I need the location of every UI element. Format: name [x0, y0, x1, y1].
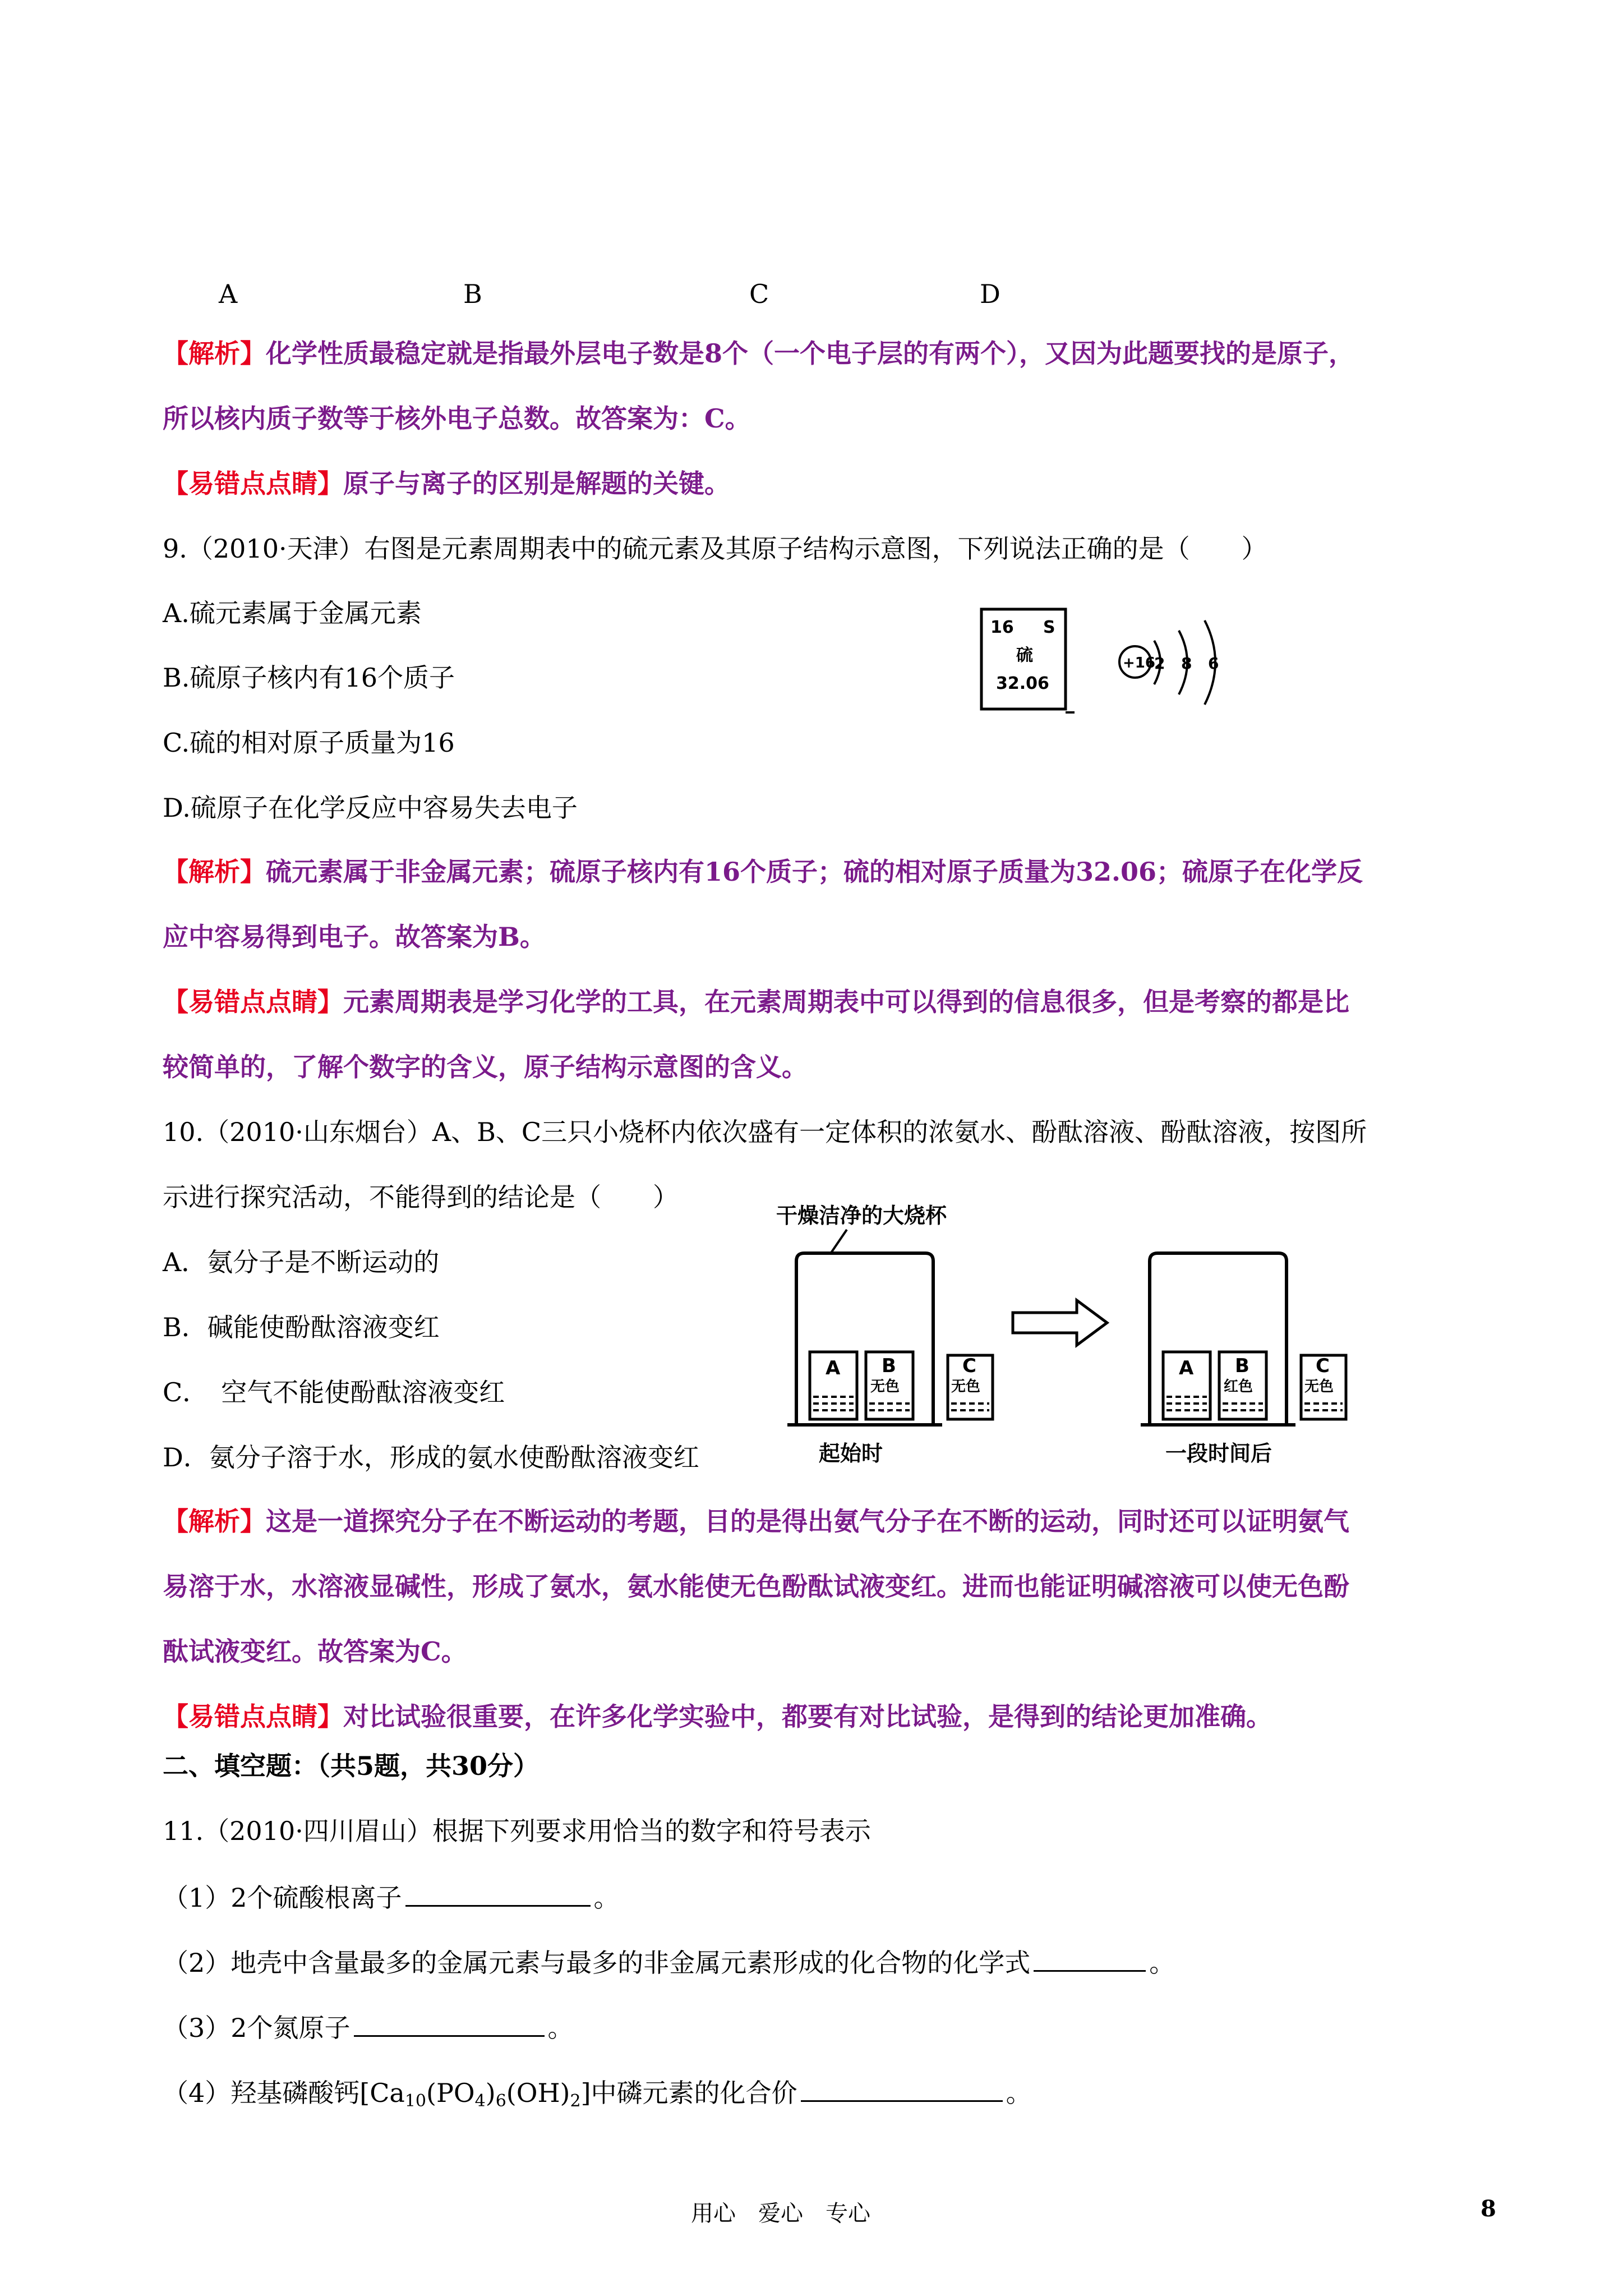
q10-option-d: D．氨分子溶于水，形成的氨水使酚酞溶液变红 — [163, 1442, 699, 1473]
svg-text:红色: 红色 — [1224, 1378, 1253, 1395]
beaker-a-start — [810, 1352, 857, 1419]
svg-text:A: A — [1179, 1357, 1194, 1379]
q9-tip-line2: 较简单的，了解个数字的含义，原子结构示意图的含义。 — [163, 1052, 808, 1082]
tip-label: 【易错点点睛】 — [163, 987, 343, 1017]
shell-electrons-1: 2 — [1154, 654, 1165, 673]
q10-analysis-line2: 易溶于水，水溶液显碱性，形成了氨水，氨水能使无色酚酞试液变红。进而也能证明碱溶液可以使无色酚 — [163, 1571, 1349, 1602]
q9-tip-line1: 【易错点点睛】元素周期表是学习化学的工具，在元素周期表中可以得到的信息很多，但是考察的都是比 — [163, 987, 1349, 1017]
q11-item1: （1）2个硫酸根离子 。 — [163, 1879, 620, 1915]
footer-text: 用心 爱心 专心 — [691, 2201, 870, 2226]
option-label-b: B — [463, 279, 482, 309]
answer-blank-3[interactable] — [354, 2009, 545, 2037]
beaker-b-end — [1219, 1352, 1266, 1419]
q11-item3: （3）2个氮原子 。 — [163, 2009, 574, 2045]
start-caption: 起始时 — [819, 1441, 883, 1466]
q10-stem-line2: 示进行探究活动，不能得到的结论是（ ） — [163, 1182, 679, 1212]
svg-text:A: A — [826, 1357, 841, 1379]
q11-item2: （2）地壳中含量最多的金属元素与最多的非金属元素形成的化合物的化学式 。 — [163, 1944, 1175, 1980]
q8-analysis-line2: 所以核内质子数等于核外电子总数。故答案为：C。 — [163, 403, 751, 434]
shell-electrons-2: 8 — [1181, 654, 1192, 673]
beaker-c-start — [948, 1355, 993, 1419]
svg-text:C: C — [962, 1355, 976, 1377]
q10-option-c: C． 空气不能使酚酞溶液变红 — [163, 1377, 505, 1407]
option-label-a: A — [219, 279, 238, 309]
q10-option-a: A．氨分子是不断运动的 — [163, 1247, 440, 1277]
q9-option-c: C.硫的相对原子质量为16 — [163, 728, 455, 758]
option-label-d: D — [980, 279, 1000, 309]
beaker-b-start — [866, 1352, 913, 1419]
answer-blank-4[interactable] — [801, 2074, 1003, 2102]
svg-text:B: B — [882, 1355, 896, 1377]
q9-analysis-line2: 应中容易得到电子。故答案为B。 — [163, 922, 546, 952]
beaker-c-end — [1301, 1355, 1346, 1419]
element-symbol: S — [1043, 618, 1055, 637]
sulfur-figure — [976, 606, 1290, 729]
q11-item4: （4）羟基磷酸钙$[Ca_{10}(PO_4)_6(OH)_2]$中磷元素的化合价 。 — [163, 2074, 1032, 2110]
answer-blank-2[interactable] — [1034, 1944, 1146, 1972]
answer-blank-1[interactable] — [405, 1879, 591, 1907]
analysis-label: 【解析】 — [163, 338, 266, 369]
q10-analysis-line3: 酞试液变红。故答案为C。 — [163, 1636, 467, 1667]
q8-tip: 【易错点点睛】原子与离子的区别是解题的关键。 — [163, 468, 730, 499]
svg-text:B: B — [1235, 1355, 1249, 1377]
analysis-label: 【解析】 — [163, 1506, 266, 1536]
element-name: 硫 — [1016, 646, 1033, 665]
svg-text:无色: 无色 — [870, 1378, 900, 1395]
big-beaker-label: 干燥洁净的大烧杯 — [776, 1203, 947, 1228]
q8-analysis-line1: 【解析】化学性质最稳定就是指最外层电子数是8个（一个电子层的有两个），又因为此题要找的是原子， — [163, 338, 1355, 369]
shell-electrons-3: 6 — [1208, 654, 1219, 673]
q9-option-d: D.硫原子在化学反应中容易失去电子 — [163, 793, 578, 823]
svg-text:无色: 无色 — [1304, 1378, 1334, 1395]
section-title: 二、填空题：（共5题，共30分） — [163, 1751, 540, 1781]
nucleus-charge: +16 — [1123, 655, 1155, 671]
atomic-number: 16 — [990, 618, 1014, 637]
tip-label: 【易错点点睛】 — [163, 468, 343, 499]
end-caption: 一段时间后 — [1165, 1441, 1272, 1466]
q9-option-a: A.硫元素属于金属元素 — [163, 598, 422, 628]
analysis-label: 【解析】 — [163, 857, 266, 887]
atomic-mass: 32.06 — [996, 674, 1049, 693]
page-number: 8 — [1481, 2196, 1496, 2222]
q10-stem-line1: 10.（2010·山东烟台）A、B、C三只小烧杯内依次盛有一定体积的浓氨水、酚酞溶液、酚酞溶液，按图所 — [163, 1117, 1367, 1147]
option-label-c: C — [749, 279, 769, 309]
q10-tip: 【易错点点睛】对比试验很重要，在许多化学实验中，都要有对比试验，是得到的结论更加准确。 — [163, 1701, 1272, 1732]
q11-stem: 11.（2010·四川眉山）根据下列要求用恰当的数字和符号表示 — [163, 1816, 871, 1846]
beaker-experiment-figure — [763, 1200, 1481, 1475]
q9-stem: 9.（2010·天津）右图是元素周期表中的硫元素及其原子结构示意图，下列说法正确的是（ ） — [163, 533, 1267, 564]
q9-option-b: B.硫原子核内有16个质子 — [163, 662, 455, 693]
arrow-icon — [1013, 1300, 1107, 1345]
q10-analysis-line1: 【解析】这是一道探究分子在不断运动的考题，目的是得出氨气分子在不断的运动，同时还可以证明氨气 — [163, 1506, 1349, 1536]
beaker-a-end — [1163, 1352, 1210, 1419]
svg-text:无色: 无色 — [951, 1378, 981, 1395]
svg-text:C: C — [1316, 1355, 1330, 1377]
q9-analysis-line1: 【解析】硫元素属于非金属元素；硫原子核内有16个质子；硫的相对原子质量为32.06；硫原子在化学反 — [163, 857, 1363, 887]
tip-label: 【易错点点睛】 — [163, 1701, 343, 1732]
q10-option-b: B．碱能使酚酞溶液变红 — [163, 1312, 440, 1342]
